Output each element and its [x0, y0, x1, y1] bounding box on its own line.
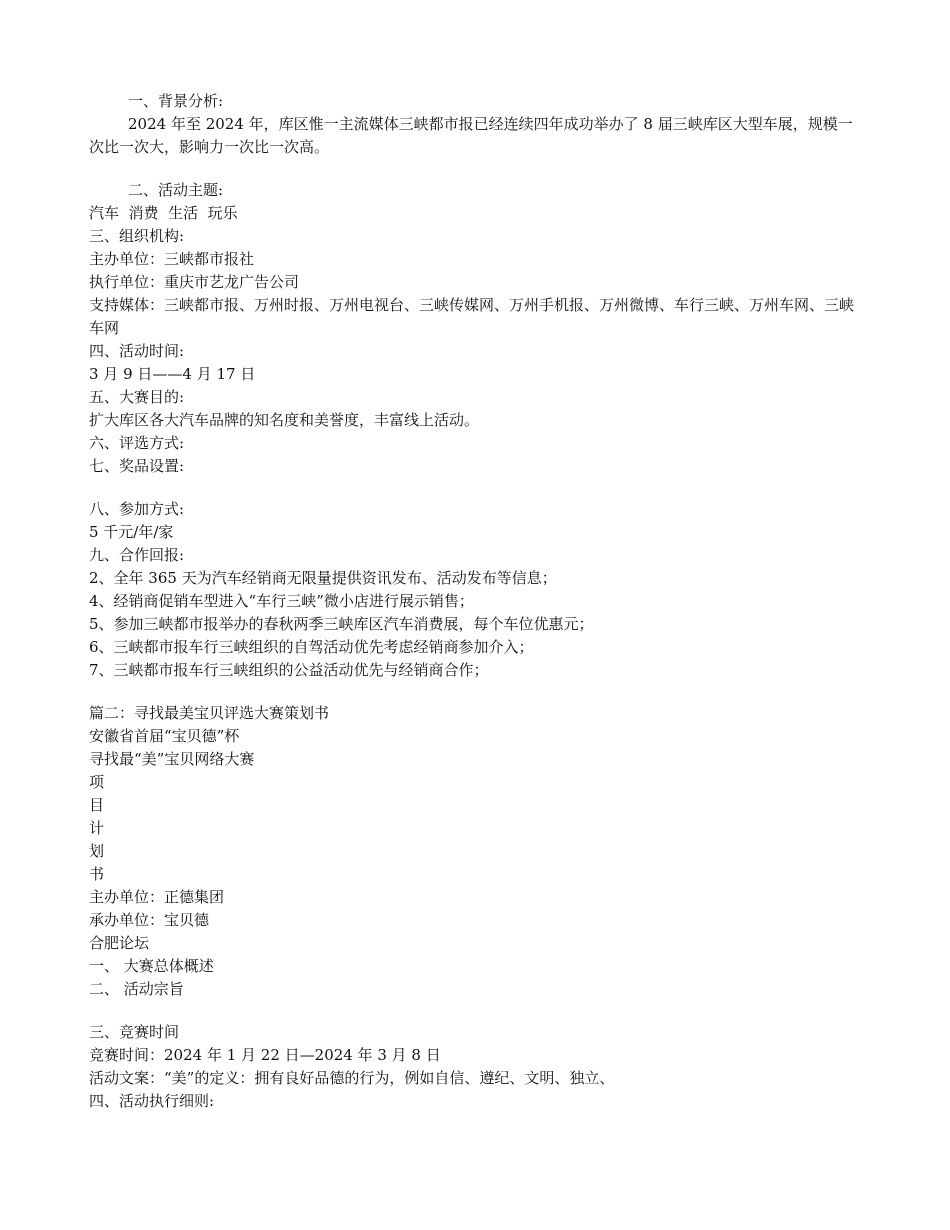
- line-19: 2、全年 365 天为汽车经销商无限量提供资讯发布、活动发布等信息；: [89, 569, 557, 587]
- line-11: 五、大赛目的:: [89, 388, 185, 406]
- line-22: 6、三峡都市报车行三峡组织的自驾活动优先考虑经销商参加介入；: [89, 638, 534, 656]
- line-26: 安徽省首届“宝贝德”杯: [89, 727, 240, 745]
- line-7: 执行单位：重庆市艺龙广告公司: [89, 273, 300, 291]
- line-5: 三、组织机构:: [89, 227, 185, 245]
- line-0: 一、背景分析:: [128, 92, 224, 110]
- line-4: 汽车 消费 生活 玩乐: [89, 204, 238, 222]
- line-21: 5、参加三峡都市报举办的春秋两季三峡库区汽车消费展，每个车位优惠元；: [89, 615, 594, 633]
- line-41: 活动文案：“美”的定义：拥有良好品德的行为，例如自信、遵纪、文明、独立、: [89, 1069, 615, 1087]
- line-29: 目: [89, 796, 105, 814]
- gap-38: [89, 1001, 867, 1021]
- line-12: 扩大库区各大汽车品牌的知名度和美誉度，丰富线上活动。: [89, 411, 480, 429]
- line-18: 九、合作回报:: [89, 546, 185, 564]
- line-37: 二、 活动宗旨: [89, 980, 184, 998]
- line-30: 计: [89, 819, 105, 837]
- line-32: 书: [89, 865, 105, 883]
- line-17: 5 千元/年/家: [89, 523, 174, 541]
- line-28: 项: [89, 773, 105, 791]
- line-27: 寻找最“美”宝贝网络大赛: [89, 750, 255, 768]
- gap-15: [89, 478, 867, 498]
- line-1: 2024 年至 2024 年，库区惟一主流媒体三峡都市报已经连续四年成功举办了 8 届三峡库区大型车展，规模一次比一次大，影响力一次比一次高。: [89, 115, 853, 156]
- line-13: 六、评选方式:: [89, 434, 185, 452]
- document-page: [89, 90, 867, 1113]
- line-20: 4、经销商促销车型进入“车行三峡”微小店进行展示销售；: [89, 592, 474, 610]
- line-9: 四、活动时间:: [89, 342, 185, 360]
- line-8: 支持媒体：三峡都市报、万州时报、万州电视台、三峡传媒网、万州手机报、万州微博、车行三峡、万州车网、三峡车网: [89, 296, 855, 337]
- line-33: 主办单位：正德集团: [89, 888, 225, 906]
- line-31: 划: [89, 842, 105, 860]
- line-6: 主办单位：三峡都市报社: [89, 250, 255, 268]
- line-16: 八、参加方式:: [89, 500, 185, 518]
- line-34: 承办单位：宝贝德: [89, 911, 210, 929]
- line-3: 二、活动主题:: [128, 181, 224, 199]
- line-42: 四、活动执行细则:: [89, 1092, 215, 1110]
- gap-2: [89, 159, 867, 179]
- line-35: 合肥论坛: [89, 934, 150, 952]
- line-23: 7、三峡都市报车行三峡组织的公益活动优先与经销商合作；: [89, 661, 489, 679]
- line-14: 七、奖品设置:: [89, 457, 185, 475]
- line-10: 3 月 9 日——4 月 17 日: [89, 365, 256, 383]
- gap-24: [89, 682, 867, 702]
- line-40: 竞赛时间：2024 年 1 月 22 日—2024 年 3 月 8 日: [89, 1046, 441, 1064]
- line-36: 一、 大赛总体概述: [89, 957, 214, 975]
- line-39: 三、竞赛时间: [89, 1023, 180, 1041]
- line-25: 篇二：寻找最美宝贝评选大赛策划书: [89, 704, 330, 722]
